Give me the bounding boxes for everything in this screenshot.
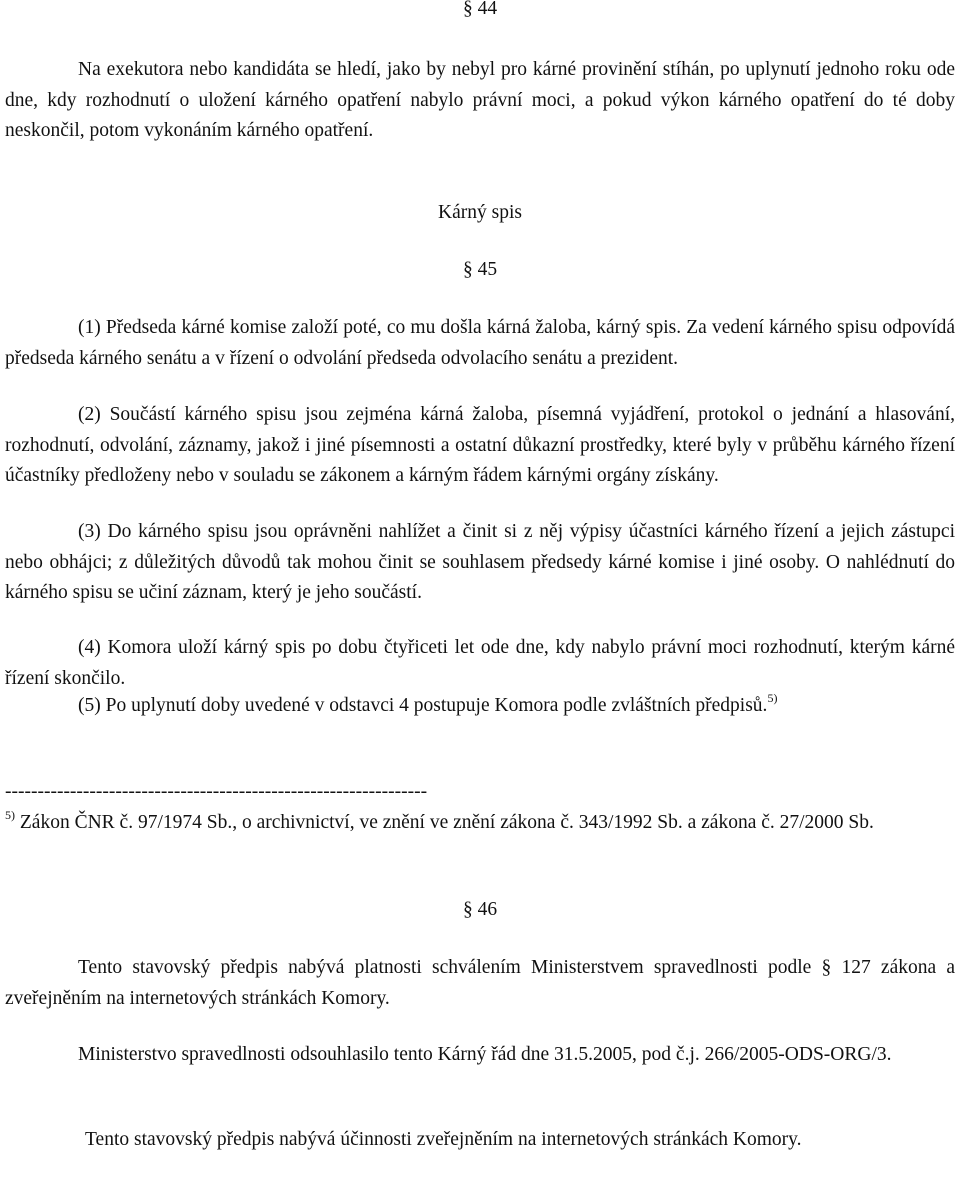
- section-45-paragraph-5: [5, 691, 955, 722]
- footnote-text: Zákon ČNR č. 97/1974 Sb., o archivnictví, ve znění ve znění zákona č. 343/1992 Sb. a zákona č. 27/2000 Sb.: [15, 812, 874, 833]
- karny-spis-title: Kárný spis: [438, 202, 522, 223]
- section-45-paragraph-2: (2) Součástí kárného spisu jsou zejména kárná žaloba, písemná vyjádření, protokol o jednání a hlasování, rozhodnutí, odvolání, záznamy, jakož i jiné písemnosti a ostatní důkazní prostředky, které byly v průběhu kárného řízení účastníky předloženy nebo v souladu se zákonem a kárným řádem kárnými orgány získány.: [5, 404, 955, 486]
- section-45-paragraph-3: (3) Do kárného spisu jsou oprávněni nahlížet a činit si z něj výpisy účastníci kárného řízení a jejich zástupci nebo obhájci; z důležitých důvodů tak mohou činit se souhlasem předsedy kárné komise i jiné osoby. O nahlédnutí do kárného spisu se učiní záznam, který je jeho součástí.: [5, 521, 955, 603]
- footnote-reference: 5): [767, 691, 778, 705]
- section-46-paragraph-2: Ministerstvo spravedlnosti odsouhlasilo tento Kárný řád dne 31.5.2005, pod č.j. 266/2005-ODS-ORG/3.: [78, 1044, 892, 1065]
- section-46-paragraph-1: Tento stavovský předpis nabývá platnosti schválením Ministerstvem spravedlnosti podle § 127 zákona a zveřejněním na internetových stránkách Komory.: [5, 957, 955, 1009]
- section-45-paragraph-4: (4) Komora uloží kárný spis po dobu čtyřiceti let ode dne, kdy nabylo právní moci rozhodnutí, kterým kárné řízení skončilo.: [5, 637, 955, 689]
- footnote: [5, 808, 935, 839]
- footnote-marker: 5): [5, 808, 15, 822]
- section-44-heading: § 44: [462, 0, 498, 19]
- section-46-heading: § 46: [462, 899, 498, 920]
- paragraph-5-text: (5) Po uplynutí doby uvedené v odstavci 4 postupuje Komora podle zvláštních předpisů.: [78, 695, 768, 716]
- footnote-separator: -----------------------------------------------------------------: [5, 781, 428, 802]
- section-45-heading: § 45: [462, 259, 498, 280]
- section-44-paragraph: Na exekutora nebo kandidáta se hledí, jako by nebyl pro kárné provinění stíhán, po uplynutí jednoho roku ode dne, kdy rozhodnutí o uložení kárného opatření nabylo právní moci, a pokud výkon kárného opatření do té doby neskončil, potom vykonáním kárného opatření.: [5, 59, 955, 141]
- section-45-paragraph-1: (1) Předseda kárné komise založí poté, co mu došla kárná žaloba, kárný spis. Za vedení kárného spisu odpovídá předseda kárného senátu a v řízení o odvolání předseda odvolacího senátu a prezident.: [5, 317, 955, 369]
- section-46-paragraph-3: Tento stavovský předpis nabývá účinnosti zveřejněním na internetových stránkách Komory.: [85, 1129, 802, 1150]
